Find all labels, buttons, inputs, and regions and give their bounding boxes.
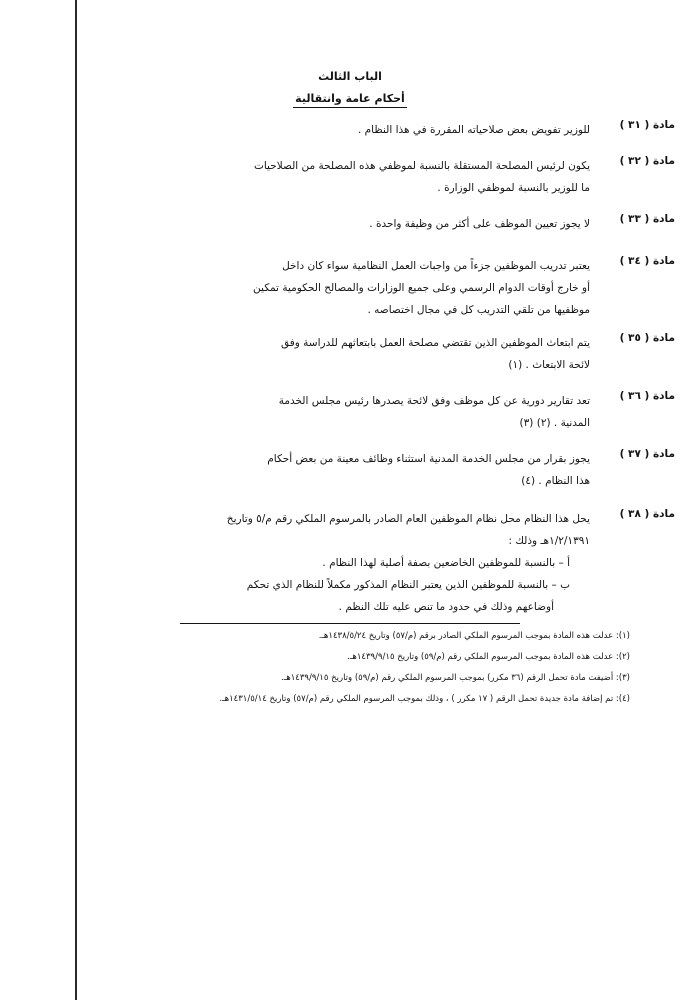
article-36 xyxy=(80,390,680,450)
article-line: المدنية . (٢) (٣) xyxy=(519,417,590,429)
footnote-divider xyxy=(180,623,520,624)
article-text xyxy=(85,255,590,321)
article-label: مادة ( ٣١ ) xyxy=(619,119,675,131)
footnote: (٤): تم إضافة مادة جديدة تحمل الرقم ( ١٧ مكرر ) ، وذلك بموجب المرسوم الملكي رقم (م/٥٧) وتاريخ ١٤٣١/٥/١٤هـ. xyxy=(219,694,630,704)
article-line: لا يجوز تعيين الموظف على أكثر من وظيفة واحدة . xyxy=(369,218,590,230)
article-label: مادة ( ٣٨ ) xyxy=(619,508,675,520)
article-label: مادة ( ٣٢ ) xyxy=(619,155,675,167)
article-line: يحل هذا النظام محل نظام الموظفين العام الصادر بالمرسوم الملكي رقم م/٥ وتاريخ xyxy=(226,513,590,525)
article-line: موظفيها من تلقي التدريب كل في مجال اختصاصه . xyxy=(367,304,590,316)
article-line: لائحة الابتعاث . (١) xyxy=(508,359,590,371)
article-35 xyxy=(80,332,680,392)
article-label: مادة ( ٣٣ ) xyxy=(619,213,675,225)
chapter-subtitle-text: أحكام عامة وانتقالية xyxy=(293,92,407,108)
article-label: مادة ( ٣٥ ) xyxy=(619,332,675,344)
article-line: هذا النظام . (٤) xyxy=(521,475,590,487)
article-34 xyxy=(80,255,680,315)
article-item: أوضاعهم وذلك في حدود ما تنص عليه تلك النظم . xyxy=(338,601,554,613)
article-text xyxy=(85,119,590,141)
article-text xyxy=(85,390,590,434)
article-line: للوزير تفويض بعض صلاحياته المقررة في هذا النظام . xyxy=(357,124,590,136)
article-text xyxy=(85,448,590,492)
footnotes xyxy=(110,626,630,710)
article-line: ما للوزير بالنسبة لموظفي الوزارة . xyxy=(437,182,590,194)
article-32 xyxy=(80,155,680,215)
article-line: ١/٢/١٣٩١هـ وذلك : xyxy=(508,535,590,547)
article-text xyxy=(85,508,590,618)
article-line: يتم ابتعاث الموظفين الذين تقتضي مصلحة العمل بابتعاثهم للدراسة وفق xyxy=(280,337,590,349)
article-text xyxy=(85,155,590,199)
page-margin-line xyxy=(75,0,77,1000)
footnote: (١): عدلت هذه المادة بموجب المرسوم الملكي الصادر برقم (م/٥٧) وتاريخ ١٤٣٨/٥/٢٤هـ. xyxy=(318,631,630,641)
article-text xyxy=(85,213,590,235)
footnote: (٢): عدلت هذه المادة بموجب المرسوم الملكي رقم (م/٥٩) وتاريخ ١٤٣٩/٩/١٥هـ. xyxy=(347,652,630,662)
chapter-title: الباب الثالث xyxy=(318,70,382,83)
article-line: تعد تقارير دورية عن كل موظف وفق لائحة يصدرها رئيس مجلس الخدمة xyxy=(278,395,590,407)
article-line: يكون لرئيس المصلحة المستقلة بالنسبة لموظفي هذه المصلحة من الصلاحيات xyxy=(253,160,590,172)
article-38 xyxy=(80,508,680,618)
footnote: (٣): أضيفت مادة تحمل الرقم (٣٦ مكرر) بموجب المرسوم الملكي رقم (م/٥٩) وتاريخ ١٤٣٩/٩/١٥هـ. xyxy=(281,673,630,683)
chapter-subtitle xyxy=(0,92,700,105)
article-text xyxy=(85,332,590,376)
article-37 xyxy=(80,448,680,508)
article-line: يجوز بقرار من مجلس الخدمة المدنية استثناء وظائف معينة من بعض أحكام xyxy=(267,453,590,465)
article-line: يعتبر تدريب الموظفين جزءاً من واجبات العمل النظامية سواء كان داخل xyxy=(282,260,590,272)
article-label: مادة ( ٣٦ ) xyxy=(619,390,675,402)
article-label: مادة ( ٣٤ ) xyxy=(619,255,675,267)
article-label: مادة ( ٣٧ ) xyxy=(619,448,675,460)
article-item: ب – بالنسبة للموظفين الذين يعتبر النظام المذكور مكملاً للنظام الذي تحكم xyxy=(246,579,570,591)
article-line: أو خارج أوقات الدوام الرسمي وعلى جميع الوزارات والمصالح الحكومية تمكين xyxy=(253,282,590,294)
article-item: أ – بالنسبة للموظفين الخاضعين بصفة أصلية لهذا النظام . xyxy=(322,557,570,569)
